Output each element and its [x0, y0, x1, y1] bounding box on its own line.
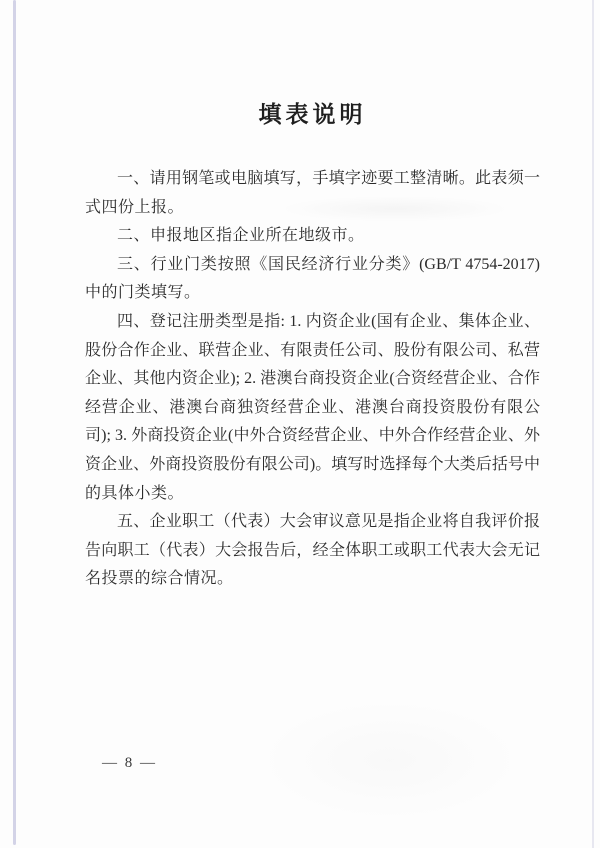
text-line: 的具体小类。 — [85, 484, 185, 502]
text-line: 资企业、外商投资股份有限公司)。填写时选择每个大类后括号中 — [85, 455, 540, 473]
scan-smudge — [260, 700, 520, 820]
text-line: 名投票的综合情况。 — [85, 570, 234, 588]
text-line: 司); 3. 外商投资企业(中外合资经营企业、中外合作经营企业、外 — [85, 427, 540, 445]
scan-edge-left-artifact — [13, 0, 16, 845]
scan-edge-right-artifact — [592, 0, 594, 848]
text-line: 四、登记注册类型是指: 1. 内资企业(国有企业、集体企业、 — [117, 312, 540, 330]
text-line: 中的门类填写。 — [85, 284, 201, 302]
text-line: 股份合作企业、联营企业、有限责任公司、股份有限公司、私营 — [85, 341, 540, 359]
document-body — [85, 165, 540, 594]
text-line: 告向职工（代表）大会报告后，经全体职工或职工代表大会无记 — [85, 541, 540, 559]
text-line: 经营企业、港澳台商独资经营企业、港澳台商投资股份有限公 — [85, 398, 540, 416]
text-line: 五、企业职工（代表）大会审议意见是指企业将自我评价报 — [117, 513, 540, 531]
page-title: 填表说明 — [258, 102, 367, 127]
text-line: 一、请用钢笔或电脑填写，手填字迹要工整清晰。此表须一 — [117, 170, 540, 187]
text-line: 三、行业门类按照《国民经济行业分类》(GB/T 4754-2017) — [117, 255, 540, 273]
page-number: — 8 — — [102, 755, 157, 771]
text-line: 式四份上报。 — [85, 198, 185, 216]
text-line: 二、申报地区指企业所在地级市。 — [117, 227, 365, 245]
text-line: 企业、其他内资企业); 2. 港澳台商投资企业(合资经营企业、合作 — [85, 370, 540, 388]
